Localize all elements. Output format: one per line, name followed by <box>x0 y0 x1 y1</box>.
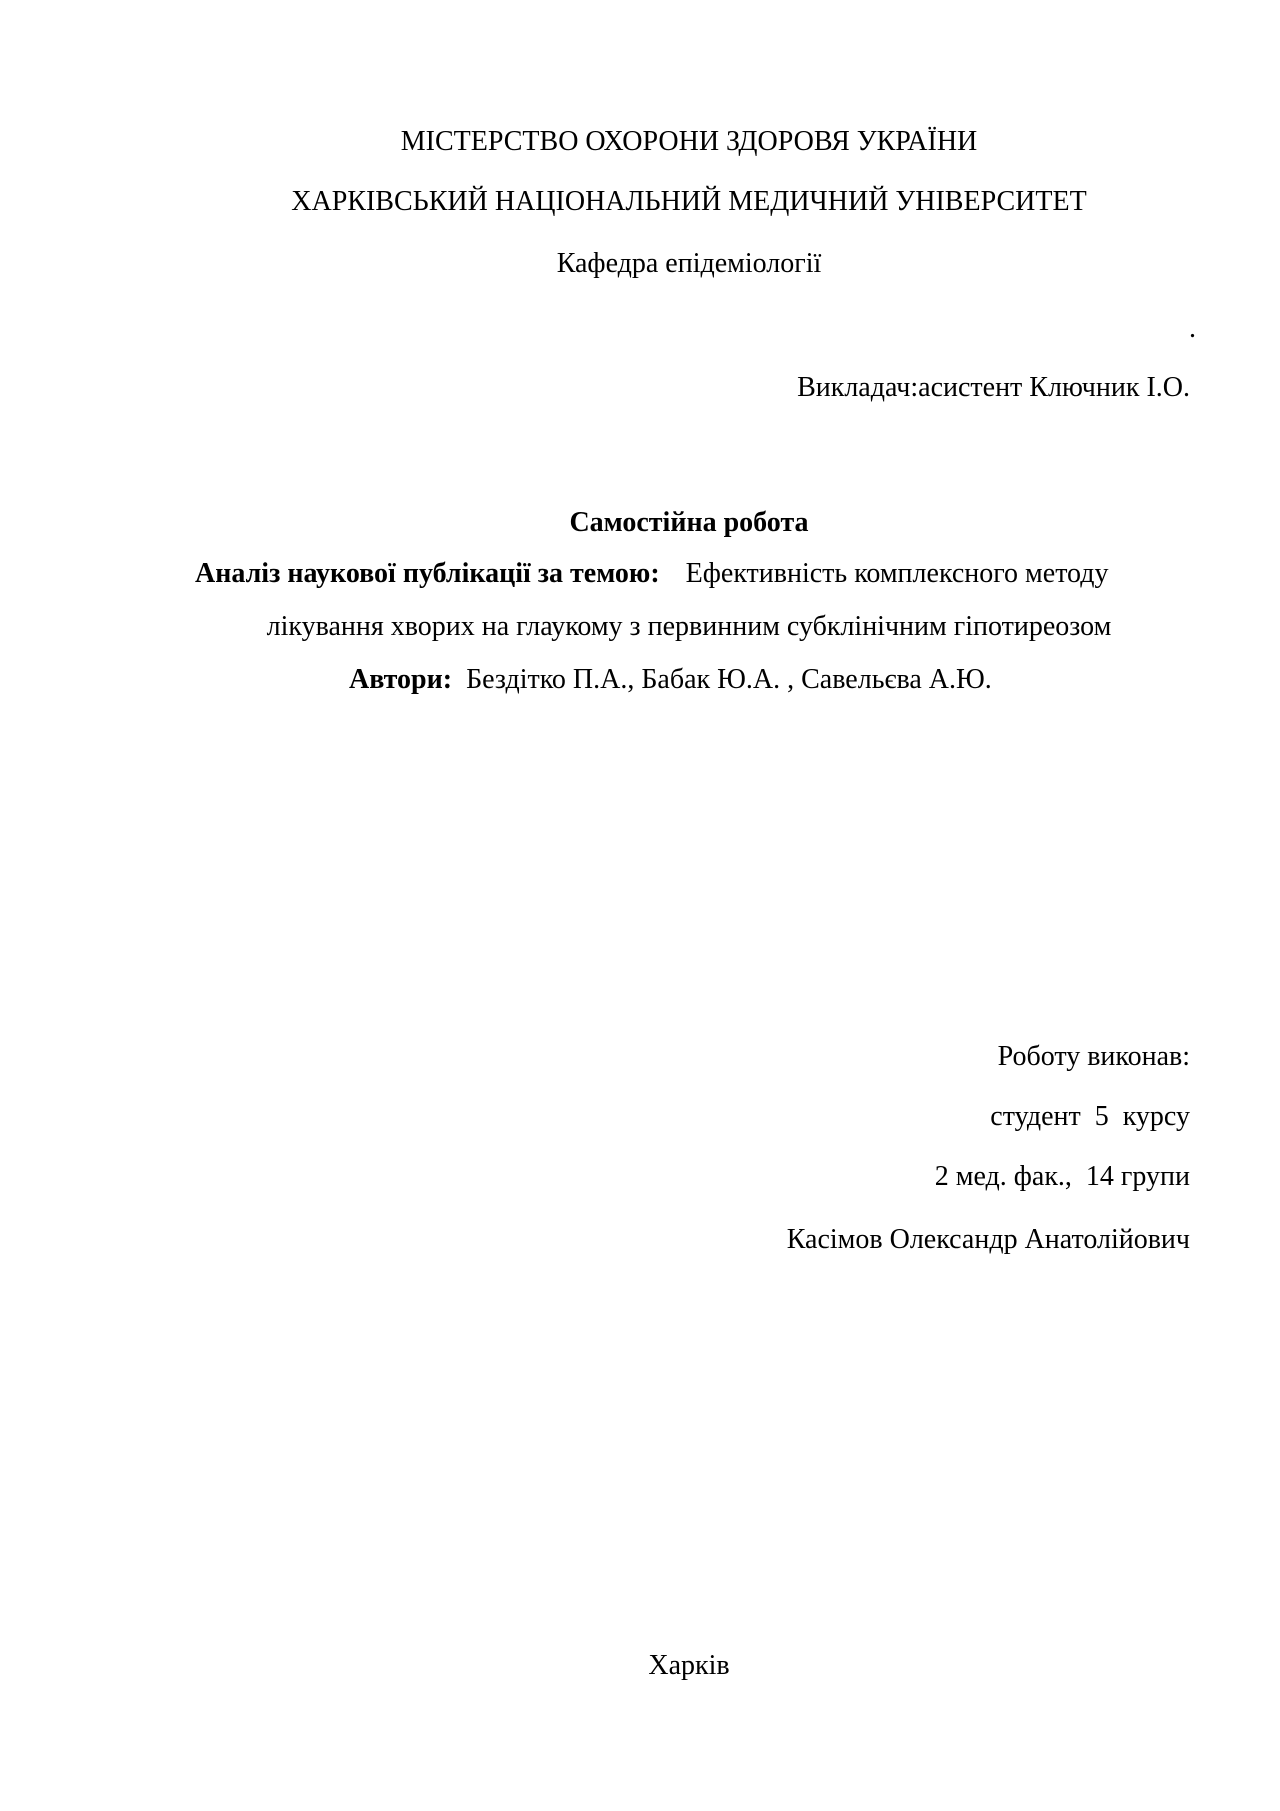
stray-dot: . <box>1189 313 1196 344</box>
topic-text-1: Ефективність комплексного методу <box>685 558 1109 589</box>
teacher-line: Викладач:асистент Ключник І.О. <box>797 372 1190 403</box>
student-group: 2 мед. фак., 14 групи <box>934 1161 1190 1192</box>
authors-names: Бездітко П.А., Бабак Ю.А. , Савельєва А.Ю. <box>466 664 992 695</box>
topic-line-2: лікування хворих на глаукому з первинним субклінічним гіпотиреозом <box>266 611 1112 642</box>
authors-label: Автори: <box>349 664 453 695</box>
student-course: студент 5 курсу <box>990 1101 1190 1132</box>
topic-line-1 <box>195 557 1109 591</box>
topic-label: Аналіз наукової публікації за темою: <box>195 558 660 589</box>
student-name: Касімов Олександр Анатолійович <box>786 1224 1190 1255</box>
ministry-heading: МІСТЕРСТВО ОХОРОНИ ЗДОРОВЯ УКРАЇНИ <box>400 126 978 157</box>
university-heading: ХАРКІВСЬКИЙ НАЦІОНАЛЬНИЙ МЕДИЧНИЙ УНІВЕРСИТЕТ <box>291 186 1087 217</box>
performed-label: Роботу виконав: <box>997 1041 1190 1072</box>
work-title: Самостійна робота <box>569 507 809 538</box>
department-heading: Кафедра епідеміології <box>556 248 822 279</box>
authors-line <box>349 663 992 697</box>
city-footer: Харків <box>648 1650 730 1681</box>
